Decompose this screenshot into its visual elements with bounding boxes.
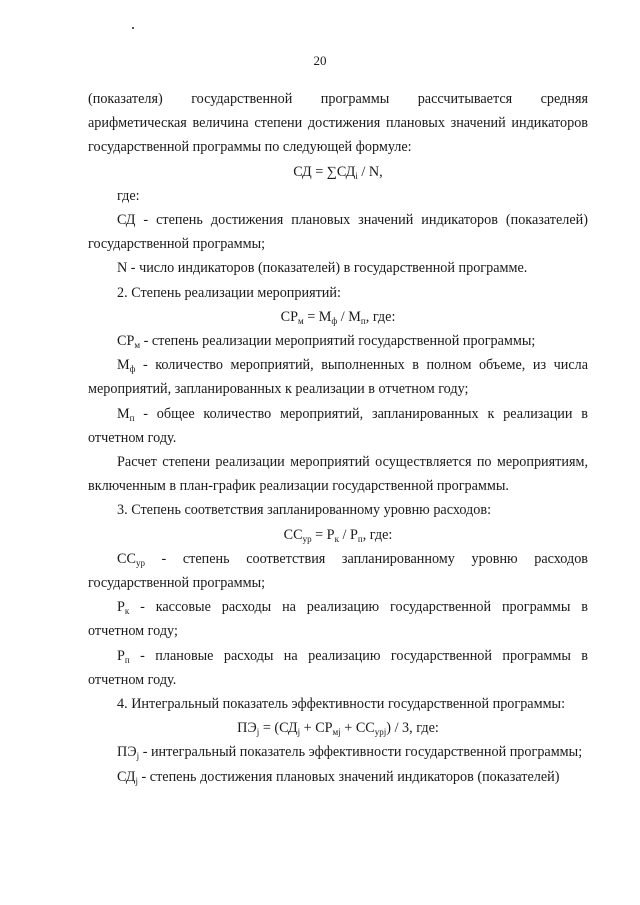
section-heading-3: 3. Степень соответствия запланированному уровню расходов: [117,502,492,519]
scan-speck [132,27,134,29]
definition-n: N - число индикаторов (показателей) в государственной программе. [117,260,528,277]
definition-mf: $М_ф$ - количество мероприятий, выполненных в полном объеме, из числа мероприятий, запланированных к реализации в отчетном году; [88,357,588,398]
formula-ssur: $СС_{ур} = Р_к / Р_п$, где: [283,526,393,544]
definition-srm: $СР_м$ - степень реализации мероприятий государственной программы; [117,333,536,351]
definition-rp: $Р_п$ - плановые расходы на реализацию государственной программы в отчетном году. [88,647,588,688]
formula-sd: СД = $\sum СД_i$ / N, [293,163,383,181]
definition-mp: $М_п$ - общее количество мероприятий, запланированных к реализации в отчетном году. [88,405,588,446]
definition-sd: СД - степень достижения плановых значений индикаторов (показателей) государственной программы; [88,212,588,253]
formula-srm: $СР_м = М_ф / М_п$, где: [280,308,396,326]
paragraph-calculation-note: Расчет степени реализации мероприятий осуществляется по мероприятиям, включенным в план-график реализации государственной программы. [88,454,588,495]
paragraph-where: где: [117,187,140,204]
page-number: 20 [313,53,327,68]
document-body [88,87,588,789]
section-heading-4: 4. Интегральный показатель эффективности государственной программы: [117,696,566,713]
definition-pe: $ПЭ_j$ - интегральный показатель эффективности государственной программы; [117,744,583,762]
definition-ssur: $СС_{ур}$ - степень соответствия запланированному уровню расходов государственной программы; [88,550,588,592]
formula-pe: $ПЭ_j = (СД_j + СР_{мj} + СС_{урj}) / 3$, где: [237,720,439,738]
definition-rk: $Р_к$ - кассовые расходы на реализацию государственной программы в отчетном году; [88,599,588,640]
paragraph-continuation: (показателя) государственной программы рассчитывается средняя арифметическая величина степени достижения плановых значений индикаторов государственной программы по следующей формуле: [88,91,588,156]
section-heading-2: 2. Степень реализации мероприятий: [117,284,341,301]
definition-sdj: $СД_j$ - степень достижения плановых значений индикаторов (показателей) [117,768,560,786]
